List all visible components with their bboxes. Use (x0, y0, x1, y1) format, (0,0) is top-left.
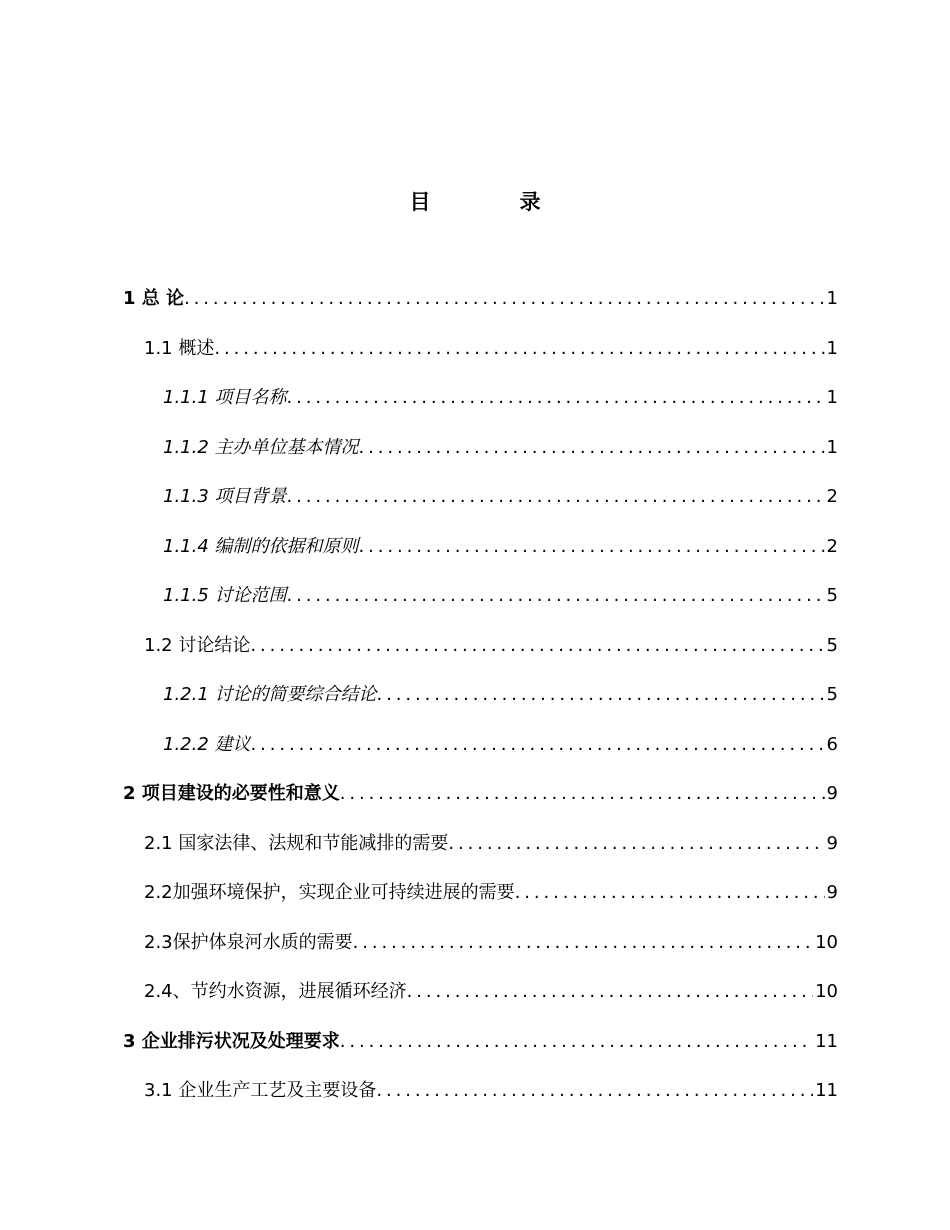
toc-entry-page: 1 (826, 338, 838, 359)
toc-entry[interactable] (144, 929, 838, 957)
toc-entry-label: 2.2加强环境保护，实现企业可持续进展的需要 (144, 882, 515, 903)
toc-leader-dots (377, 681, 825, 709)
toc-entry-label: 1.1.4 编制的依据和原则 (163, 536, 359, 557)
toc-entry-label: 1.1.1 项目名称 (163, 387, 287, 408)
toc-leader-dots (287, 384, 825, 412)
toc-entry-page: 11 (815, 1031, 838, 1052)
toc-leader-dots (214, 335, 824, 363)
toc-entry-page: 2 (826, 486, 838, 507)
toc-entry-label: 1.2.1 讨论的简要综合结论 (163, 684, 377, 705)
toc-entry[interactable] (163, 681, 838, 709)
toc-entry-label: 2 项目建设的必要性和意义 (123, 783, 340, 804)
toc-leader-dots (515, 879, 825, 907)
toc-leader-dots (353, 929, 813, 957)
toc-entry[interactable] (163, 384, 838, 412)
toc-entry-page: 1 (826, 437, 838, 458)
toc-leader-dots (287, 483, 825, 511)
toc-entry[interactable] (163, 731, 838, 759)
toc-entry[interactable] (123, 285, 838, 313)
toc-entry-label: 1.1.5 讨论范围 (163, 585, 287, 606)
toc-title: 目 录 (409, 190, 575, 214)
toc-entry-page: 10 (815, 981, 838, 1002)
toc-entry[interactable] (163, 582, 838, 610)
toc-entry[interactable] (144, 1077, 838, 1105)
toc-leader-dots (287, 582, 825, 610)
toc-entry[interactable] (163, 533, 838, 561)
toc-entry[interactable] (144, 879, 838, 907)
toc-entry-label: 2.3保护体泉河水质的需要 (144, 932, 353, 953)
toc-leader-dots (184, 285, 824, 313)
toc-entry-label: 1.1.3 项目背景 (163, 486, 287, 507)
toc-entry-page: 5 (826, 684, 838, 705)
toc-entry-page: 1 (826, 387, 838, 408)
toc-entry-page: 6 (826, 734, 838, 755)
toc-entry-page: 5 (826, 585, 838, 606)
toc-leader-dots (340, 1028, 813, 1056)
toc-entry-label: 2.1 国家法律、法规和节能减排的需要 (144, 833, 449, 854)
toc-entry-label: 2.4、节约水资源，进展循环经济 (144, 981, 407, 1002)
toc-entry-label: 3 企业排污状况及处理要求 (123, 1031, 340, 1052)
toc-leader-dots (340, 780, 825, 808)
toc-entry-label: 1.2 讨论结论 (144, 635, 251, 656)
toc-entry[interactable] (163, 483, 838, 511)
toc-entry-label: 1 总 论 (123, 288, 185, 309)
toc-leader-dots (359, 434, 825, 462)
toc-entry-page: 5 (826, 635, 838, 656)
toc-entry[interactable] (123, 780, 838, 808)
toc-entry[interactable] (144, 632, 838, 660)
toc-entry[interactable] (163, 434, 838, 462)
toc-entry-page: 2 (826, 536, 838, 557)
toc-entry-page: 9 (826, 833, 838, 854)
toc-leader-dots (359, 533, 825, 561)
toc-leader-dots (250, 632, 824, 660)
toc-entry[interactable] (144, 830, 838, 858)
toc-entry-page: 11 (815, 1080, 838, 1101)
toc-entry-page: 9 (826, 882, 838, 903)
toc-entry-label: 1.1 概述 (144, 338, 215, 359)
toc-leader-dots (407, 978, 813, 1006)
toc-entry-page: 10 (815, 932, 838, 953)
toc-leader-dots (251, 731, 825, 759)
toc-leader-dots (376, 1077, 813, 1105)
toc-entry[interactable] (123, 1028, 838, 1056)
toc-entry-page: 9 (826, 783, 838, 804)
toc-entry-label: 1.1.2 主办单位基本情况 (163, 437, 359, 458)
toc-entry-page: 1 (826, 288, 838, 309)
toc-entry-label: 3.1 企业生产工艺及主要设备 (144, 1080, 377, 1101)
toc-entry-label: 1.2.2 建议 (163, 734, 251, 755)
toc-entry[interactable] (144, 978, 838, 1006)
toc-entry[interactable] (144, 335, 838, 363)
toc-leader-dots (448, 830, 824, 858)
